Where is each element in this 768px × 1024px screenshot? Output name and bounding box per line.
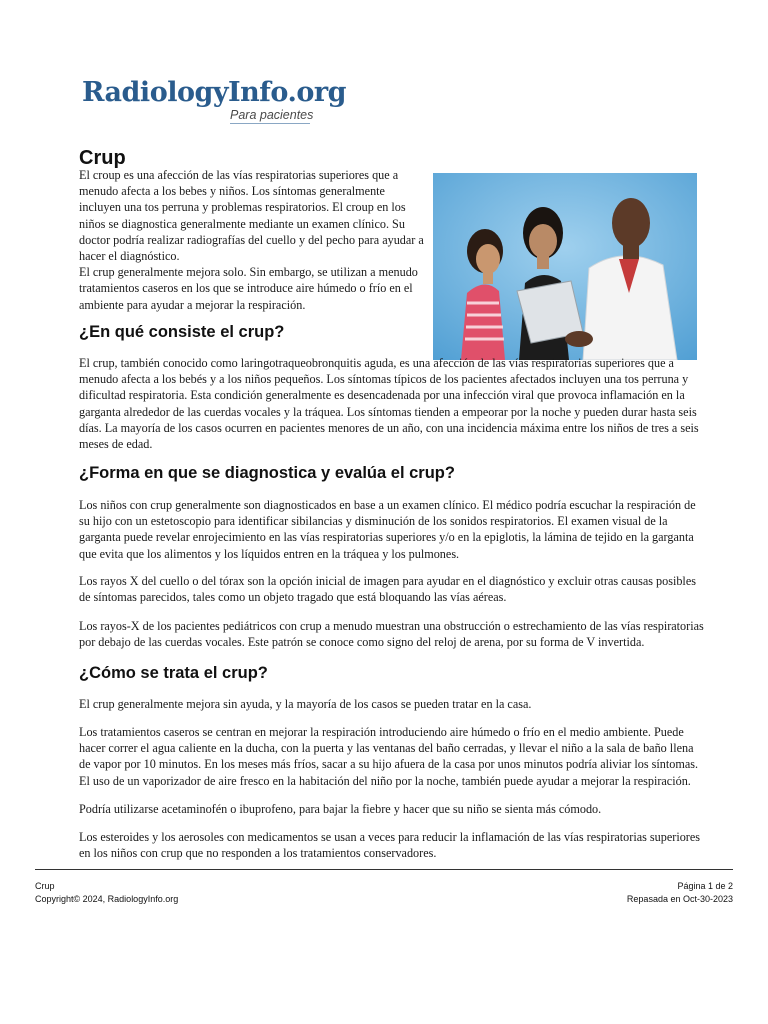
intro-summary xyxy=(79,167,424,313)
doctor-family-photo xyxy=(433,173,697,360)
section-3-paragraph-2: Los tratamientos caseros se centran en mejorar la respiración introduciendo aire húmedo o frío en el medio ambiente. Puede hacer correr el agua caliente en la ducha, con la puerta y las ventanas del baño cerradas, y llevar el niño a la sala de baño llena de vapor por 10 minutos. En los meses más fríos, sacar a su hijo afuera de la casa por unos minutos podría aliviar los síntomas. El uso de un vaporizador de aire fresco en la habitación del niño por la noche, también puede ayudar a mejorar la respiración. xyxy=(79,725,699,788)
footer-left xyxy=(35,880,178,906)
footer-copyright: Copyright© 2024, RadiologyInfo.org xyxy=(35,894,179,904)
section-heading-what-is-croup: ¿En qué consiste el crup? xyxy=(79,323,285,341)
intro-paragraph-1: El croup es una afección de las vías respiratorias superiores que a menudo afecta a los bebes y niños. Los síntomas generalmente incluyen una tos perruna y problemas respiratorios. El croup en los niños se diagnostica generalmente mediante un examen clínico. Su doctor podría realizar radiografías del cuello y del pecho para ayudar a hacer el diagnóstico. xyxy=(79,168,424,264)
logo-wordmark: RadiologyInfo.org xyxy=(82,77,346,108)
footer-right xyxy=(627,880,733,906)
logo-underline xyxy=(230,123,310,124)
footer-doc-title: Crup xyxy=(35,881,55,891)
logo-tagline: Para pacientes xyxy=(230,108,314,122)
section-3-paragraph-1: El crup generalmente mejora sin ayuda, y la mayoría de los casos se pueden tratar en la casa. xyxy=(79,697,532,711)
section-3-paragraph-3: Podría utilizarse acetaminofén o ibuprofeno, para bajar la fiebre y hacer que su niño se sienta más cómodo. xyxy=(79,802,602,816)
section-1-paragraph-1: El crup, también conocido como laringotraqueobronquitis aguda, es una afección de las vías respiratorias superiores que a menudo afecta a los bebés y a los niños pequeños. Los síntomas típicos de los pacientes afectados incluyen una tos perruna y dificultad respiratoria. Esta condición generalmente es desencadenada por una infección viral que provoca inflamación en la garganta alrededor de las cuerdas vocales y la tráquea. Los síntomas tienden a empeorar por la noche y pueden durar hasta seis días. La mayoría de los casos ocurren en pacientes menores de un año, con una incidencia máxima entre los niños de tres a seis meses de edad. xyxy=(79,356,699,452)
page-title: Crup xyxy=(79,147,126,169)
site-logo xyxy=(82,77,346,122)
section-2-paragraph-1: Los niños con crup generalmente son diagnosticados en base a un examen clínico. El médico podría escuchar la respiración de su hijo con un estetoscopio para identificar sibilancias y disminución de los sonidos respiratorios. El examen visual de la garganta puede revelar enrojecimiento en las vías respiratorias superiores y/o en la epiglotis, la lámina de tejido en la garganta que evita que los alimentos y los líquidos entren en la tráquea y los pulmones. xyxy=(79,498,696,561)
section-2-paragraph-3: Los rayos-X de los pacientes pediátricos con crup a menudo muestran una obstrucción o estrechamiento de las vías respiratorias por debajo de las cuerdas vocales. Este patrón se conoce como signo del reloj de arena, por su forma de V invertida. xyxy=(79,619,704,650)
section-3-paragraph-4: Los esteroides y los aerosoles con medicamentos se usan a veces para reducir la inflamación de las vías respiratorias superiores en los niños con crup que no responden a los tratamientos conservadores. xyxy=(79,830,701,861)
footer-divider xyxy=(35,869,733,870)
footer-review-date: Repasada en Oct-30-2023 xyxy=(626,894,733,904)
footer-page-number: Página 1 de 2 xyxy=(677,881,733,891)
intro-paragraph-2: El crup generalmente mejora solo. Sin embargo, se utilizan a menudo tratamientos caseros en los que se introduce aire húmedo o frío en el ambiente para ayudar a mejorar la respiración. xyxy=(79,265,418,312)
section-heading-diagnosis: ¿Forma en que se diagnostica y evalúa el crup? xyxy=(79,464,455,482)
section-2-paragraph-2: Los rayos X del cuello o del tórax son la opción inicial de imagen para ayudar en el diagnóstico y excluir otras causas posibles de síntomas parecidos, tales como un objeto tragado que está bloquando las vías aéreas. xyxy=(79,574,696,605)
section-heading-treatment: ¿Cómo se trata el crup? xyxy=(79,664,268,682)
